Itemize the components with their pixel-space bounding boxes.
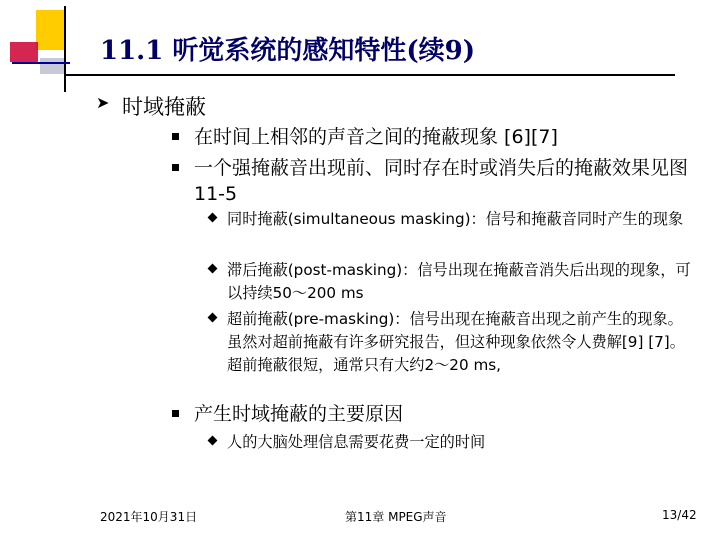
square-bullet-icon [172, 133, 179, 140]
decor-yellow-block [36, 10, 66, 50]
bullet-3 [194, 401, 689, 427]
subbullet-4-text: 人的大脑处理信息需要花费一定的时间 [227, 433, 486, 451]
diamond-bullet-icon [208, 436, 218, 446]
diamond-bullet-icon [208, 213, 218, 223]
decor-vertical-line [64, 6, 66, 92]
diamond-bullet-icon [208, 313, 218, 323]
subbullet-2-text: 滞后掩蔽(post-masking)：信号出现在掩蔽音消失后出现的现象，可以持续50～200 ms [227, 261, 691, 302]
bullet-2-text: 一个强掩蔽音出现前、同时存在时或消失后的掩蔽效果见图11-5 [194, 157, 689, 205]
heading-bullet [96, 91, 206, 121]
bullet-3-text: 产生时域掩蔽的主要原因 [194, 403, 404, 425]
subbullet-3-text: 超前掩蔽(pre-masking)：信号出现在掩蔽音出现之前产生的现象。虽然对超前掩蔽有许多研究报告，但这种现象依然令人费解[9] [7]。超前掩蔽很短，通常只有大约2～20 ms, [227, 310, 685, 374]
footer-date: 2021年10月31日 [100, 510, 198, 524]
heading-text: 时域掩蔽 [122, 95, 206, 119]
arrow-bullet-icon: ➤ [96, 93, 110, 112]
decor-grey-block [40, 58, 66, 74]
slide-title: 11.1 听觉系统的感知特性(续9) [100, 36, 476, 66]
title-rule [65, 74, 675, 76]
subbullet-1-text: 同时掩蔽(simultaneous masking)：信号和掩蔽音同时产生的现象 [227, 210, 684, 228]
diamond-bullet-icon [208, 264, 218, 274]
bullet-2 [194, 155, 689, 207]
square-bullet-icon [172, 410, 179, 417]
subbullet-3 [227, 308, 697, 377]
subbullet-1 [227, 208, 697, 231]
subbullet-4 [227, 431, 697, 454]
bullet-1 [194, 124, 689, 150]
footer-chapter: 第11章 MPEG声音 [345, 510, 447, 524]
decor-red-block [10, 42, 38, 62]
footer-page-number: 13/42 [662, 508, 697, 522]
bullet-1-text: 在时间上相邻的声音之间的掩蔽现象 [6][7] [194, 126, 558, 148]
square-bullet-icon [172, 164, 179, 171]
decor-blue-line [12, 62, 70, 64]
subbullet-2 [227, 259, 697, 305]
